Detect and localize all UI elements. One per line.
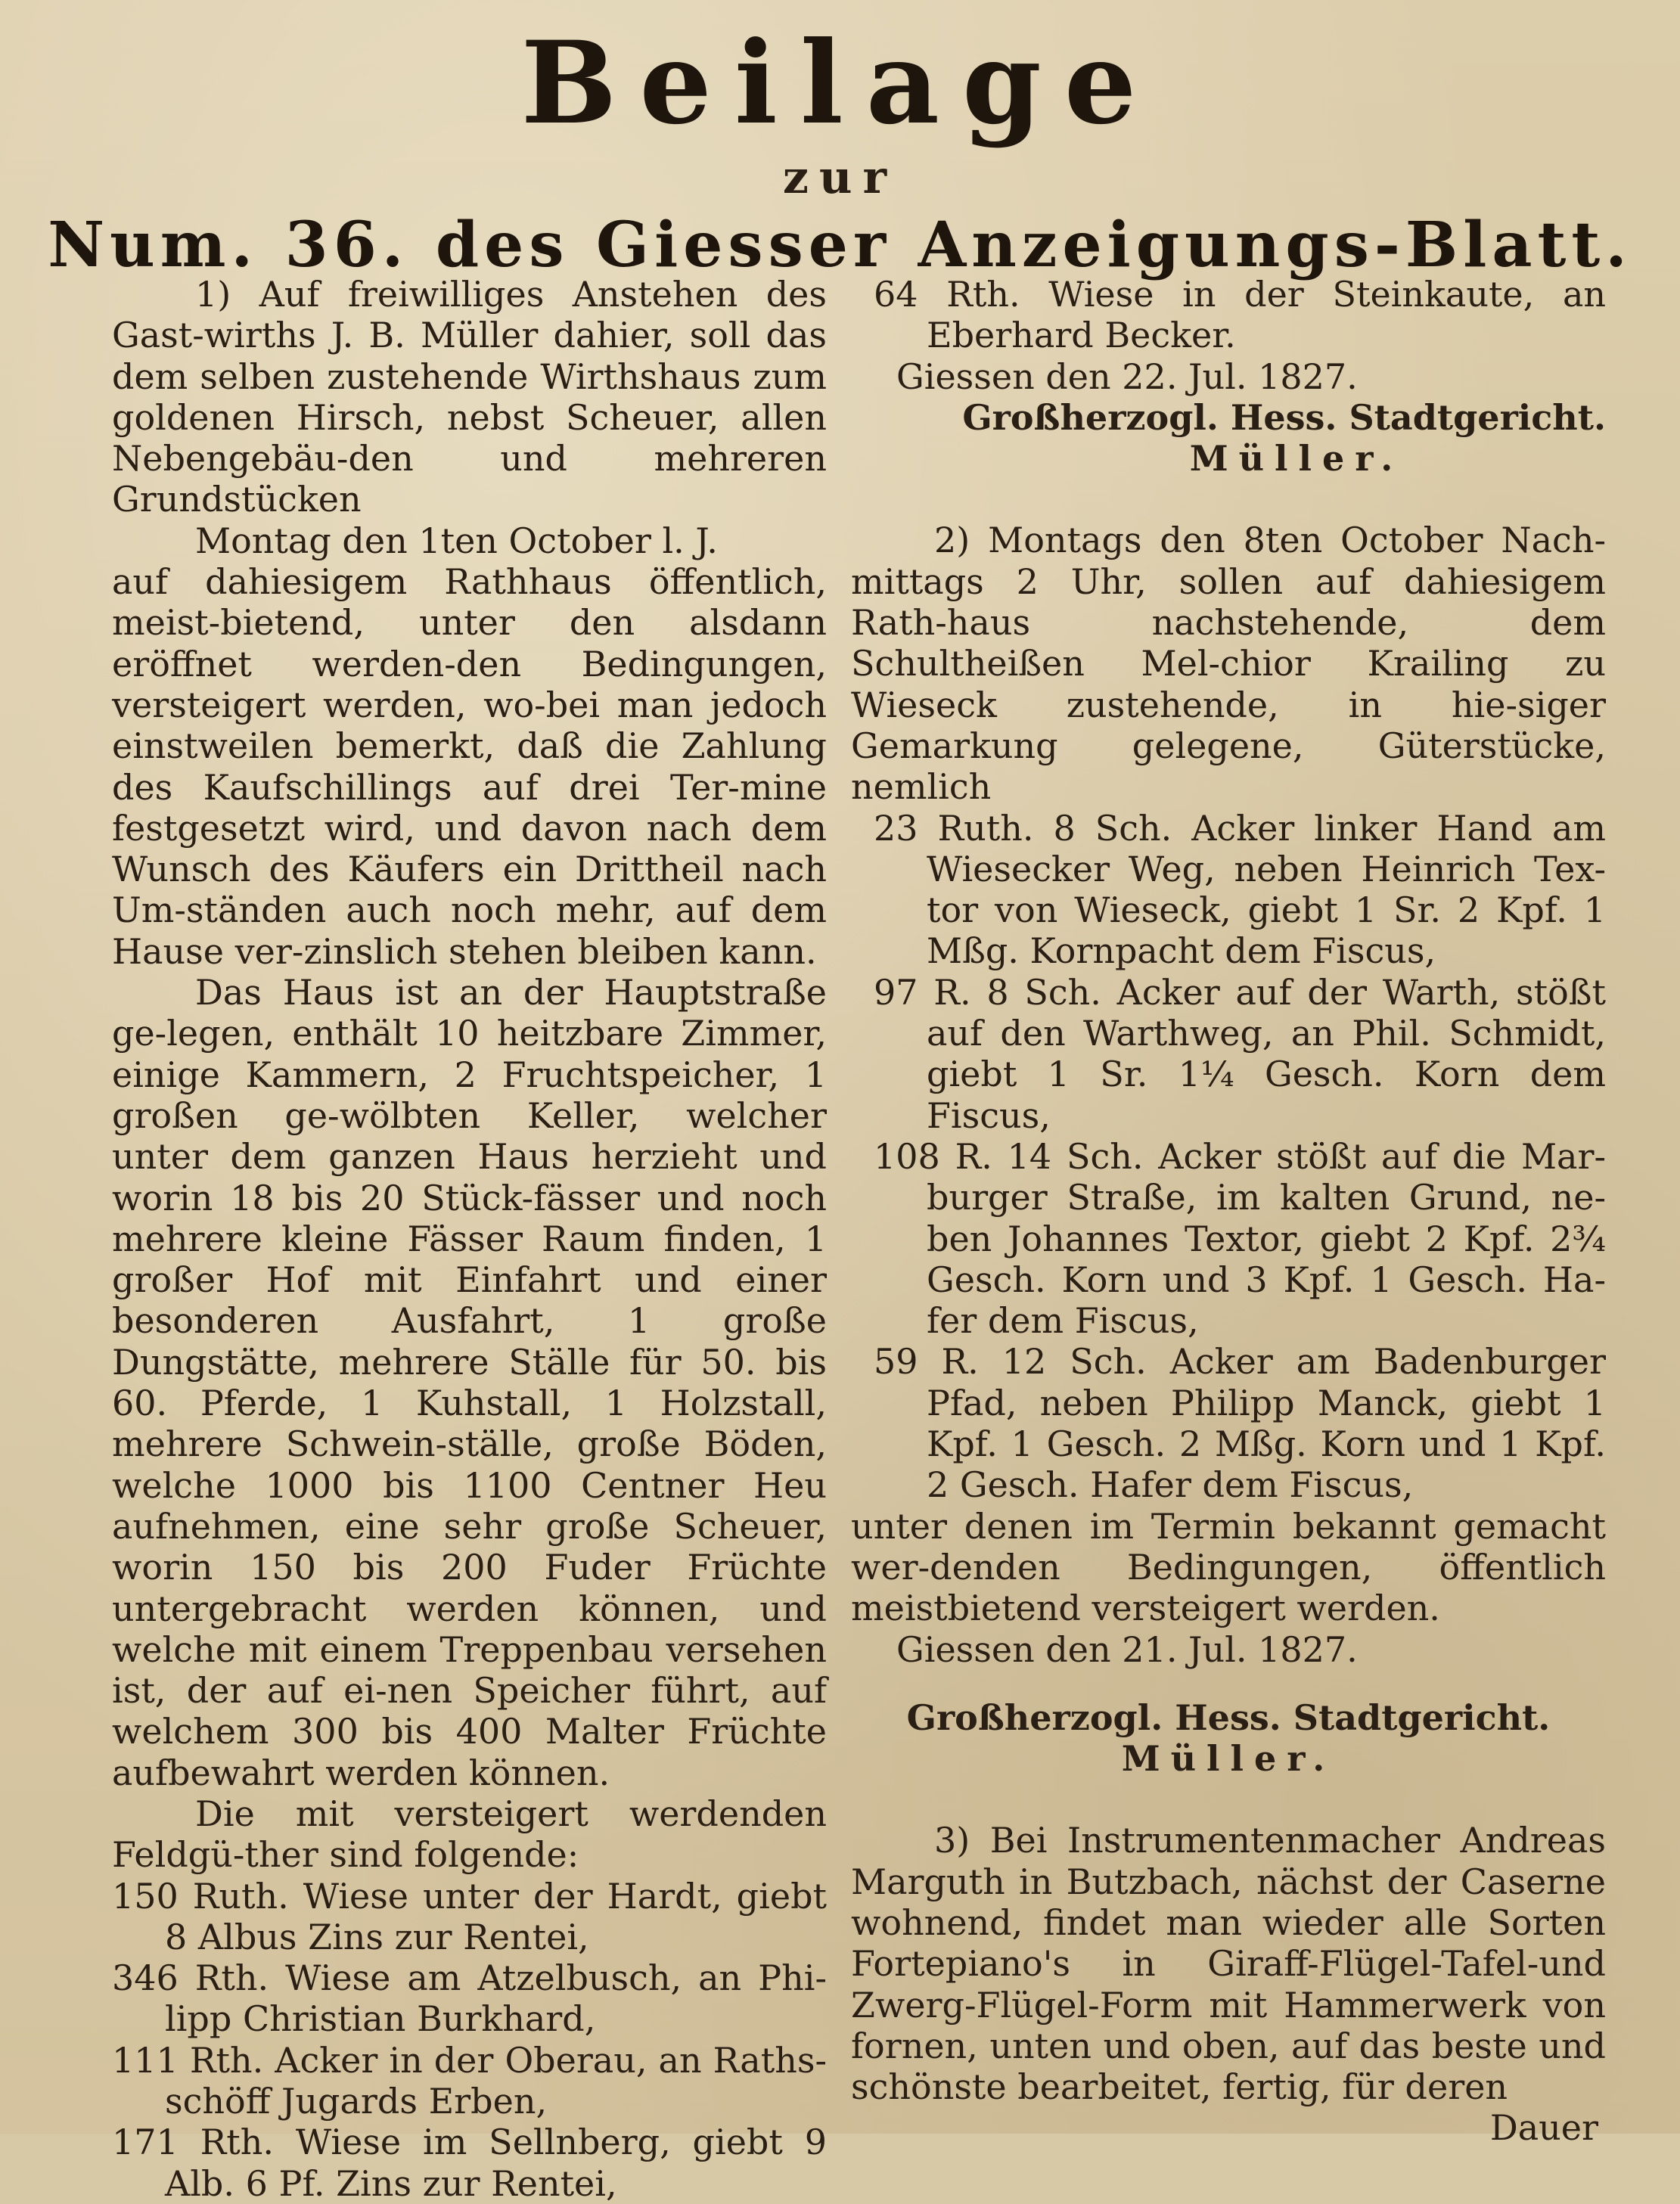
notice-2-signature: Müller.: [1121, 1738, 1336, 1780]
notice-2-intro: 2) Montags den 8ten October Nach-mittags 2 Uhr, sollen auf dahiesigem Rath-haus nachstehende, dem Schultheißen Mel-chior Krailing zu Wieseck zustehende, in hie-siger Gemarkung gelegene, Güterstücke, nemlich: [851, 520, 1606, 808]
parcel-item: 97 R. 8 Sch. Acker auf der Warth, stößt auf den Warthweg, an Phil. Schmidt, giebt 1 Sr. 1¼ Gesch. Korn dem Fiscus,: [874, 971, 1606, 1136]
field-item: 150 Ruth. Wiese unter der Hardt, giebt 8 Albus Zins zur Rentei,: [112, 1875, 827, 1957]
right-column: [851, 274, 1606, 2149]
notice-1-office: Großherzogl. Hess. Stadtgericht.: [962, 396, 1606, 438]
subtitle: zur: [782, 151, 898, 204]
left-column: [112, 274, 827, 2204]
notice-1-continuation: 64 Rth. Wiese in der Steinkaute, an Eberhard Becker.: [874, 274, 1606, 356]
notice-1-signature: Müller.: [1189, 438, 1404, 480]
masthead: [0, 17, 1680, 281]
page-title: Beilage: [520, 17, 1160, 150]
issue-line: Num. 36. des Giesser Anzeigungs-Blatt.: [48, 209, 1632, 281]
field-item: 111 Rth. Acker in der Oberau, an Raths-schöff Jugards Erben,: [112, 2039, 827, 2122]
notice-1-house: Das Haus ist an der Hauptstraße ge-legen, enthält 10 heitzbare Zimmer, einige Kammern, 2 Fruchtspeicher, 1 großen ge-wölbten Keller, welcher unter dem ganzen Haus herzieht und worin 18 bis 20 Stück-fässer und noch mehrere kleine Fässer Raum finden, 1 großer Hof mit Einfahrt und einer besonderen Ausfahrt, 1 große Dungstätte, mehrere Ställe für 50. bis 60. Pferde, 1 Kuhstall, 1 Holzstall, mehrere Schwein-ställe, große Böden, welche 1000 bis 1100 Centner Heu aufnehmen, eine sehr große Scheuer, worin 150 bis 200 Fuder Früchte untergebracht werden können, und welche mit einem Treppenbau versehen ist, der auf ei-nen Speicher führt, auf welchem 300 bis 400 Malter Früchte aufbewahrt werden können.: [112, 972, 827, 1793]
notice-2-place-date: Giessen den 21. Jul. 1827.: [896, 1628, 1358, 1670]
field-item: 171 Rth. Wiese im Sellnberg, giebt 9 Alb. 6 Pf. Zins zur Rentei,: [112, 2122, 827, 2204]
notice-1-intro: 1) Auf freiwilliges Anstehen des Gast-wirths J. B. Müller dahier, soll das dem selben zustehende Wirthshaus zum goldenen Hirsch, nebst Scheuer, allen Nebengebäu-den und mehreren Grundstücken: [112, 274, 827, 520]
parcel-item: 108 R. 14 Sch. Acker stößt auf die Mar-burger Straße, im kalten Grund, ne-ben Johannes Textor, giebt 2 Kpf. 2¾ Gesch. Korn und 3 Kpf. 1 Gesch. Ha-fer dem Fiscus,: [874, 1135, 1606, 1342]
notice-1-date: Montag den 1ten October l. J.: [195, 520, 718, 561]
notice-1-fields-intro: Die mit versteigert werdenden Feldgü-ther sind folgende:: [112, 1793, 827, 1876]
spacer: [851, 1779, 1606, 1820]
notice-1-place-date: Giessen den 22. Jul. 1827.: [896, 355, 1358, 397]
field-item: 346 Rth. Wiese am Atzelbusch, an Phi-lipp Christian Burkhard,: [112, 1957, 827, 2040]
catchword: Dauer: [1489, 2107, 1598, 2149]
notice-2-office: Großherzogl. Hess. Stadtgericht.: [906, 1696, 1551, 1738]
parcel-item: 23 Ruth. 8 Sch. Acker linker Hand am Wiesecker Weg, neben Heinrich Tex-tor von Wieseck, giebt 1 Sr. 2 Kpf. 1 Mßg. Kornpacht dem Fiscus,: [874, 807, 1606, 972]
notice-3-text: 3) Bei Instrumentenmacher Andreas Marguth in Butzbach, nächst der Caserne wohnend, findet man wieder alle Sorten Fortepiano's in Giraff-Flügel-Tafel-und Zwerg-Flügel-Form mit Hammerwerk von fornen, unten und oben, auf das beste und schönste bearbeitet, fertig, für deren: [851, 1820, 1606, 2108]
spacer: [851, 479, 1606, 520]
parcel-item: 59 R. 12 Sch. Acker am Badenburger Pfad, neben Philipp Manck, giebt 1 Kpf. 1 Gesch. 2 Mßg. Korn und 1 Kpf. 2 Gesch. Hafer dem Fiscus,: [874, 1341, 1606, 1506]
notice-1-terms: auf dahiesigem Rathhaus öffentlich, meist-bietend, unter den alsdann eröffnet werden-den Bedingungen, versteigert werden, wo-bei man jedoch einstweilen bemerkt, daß die Zahlung des Kaufschillings auf drei Ter-mine festgesetzt wird, und davon nach dem Wunsch des Käufers ein Drittheil nach Um-ständen auch noch mehr, auf dem Hause ver-zinslich stehen bleiben kann.: [112, 561, 827, 972]
spacer: [851, 1670, 1606, 1697]
notice-2-terms: unter denen im Termin bekannt gemacht wer-denden Bedingungen, öffentlich meistbietend versteigert werden.: [851, 1505, 1606, 1629]
